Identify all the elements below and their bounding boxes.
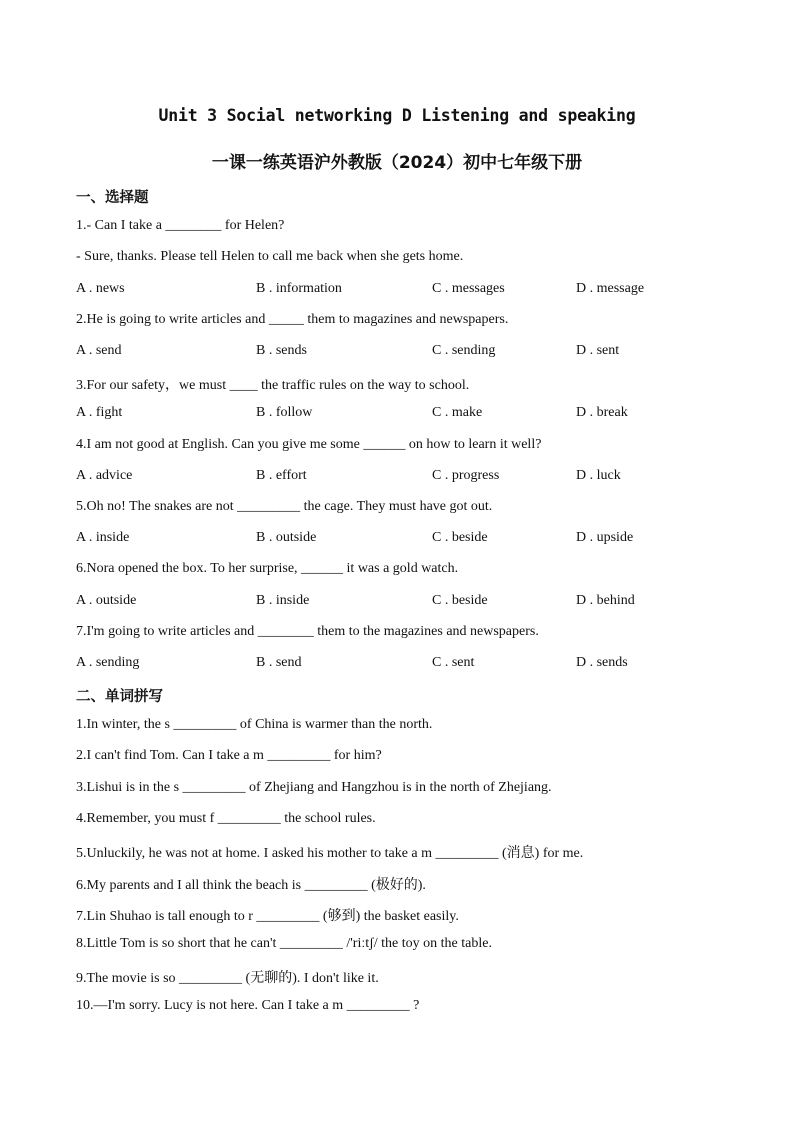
- question-6-option-a: A . outside: [76, 593, 137, 608]
- question-4-option-c: C . progress: [432, 468, 500, 483]
- spelling-item-6: 6.My parents and I all think the beach is _________ (极好的).: [76, 878, 426, 893]
- question-3-option-b: B . follow: [256, 405, 313, 420]
- question-3-option-d: D . break: [576, 405, 628, 420]
- question-1-stem-2: - Sure, thanks. Please tell Helen to call me back when she gets home.: [76, 249, 464, 264]
- question-1-option-d: D . message: [576, 281, 645, 296]
- question-4-option-b: B . effort: [256, 468, 307, 483]
- question-5-option-a: A . inside: [76, 530, 130, 545]
- question-5-option-c: C . beside: [432, 530, 488, 545]
- question-3-option-a: A . fight: [76, 405, 123, 420]
- spelling-item-9: 9.The movie is so _________ (无聊的). I don't like it.: [76, 971, 379, 986]
- spelling-item-5: 5.Unluckily, he was not at home. I asked his mother to take a m _________ (消息) for me.: [76, 846, 584, 861]
- section-heading-spelling: 二、单词拼写: [76, 689, 163, 705]
- question-6-option-b: B . inside: [256, 593, 310, 608]
- question-1-option-c: C . messages: [432, 281, 505, 296]
- question-3-option-c: C . make: [432, 405, 483, 420]
- question-2-option-a: A . send: [76, 343, 122, 358]
- spelling-item-3: 3.Lishui is in the s _________ of Zhejiang and Hangzhou is in the north of Zhejiang.: [76, 780, 552, 795]
- question-6-stem: 6.Nora opened the box. To her surprise, ______ it was a gold watch.: [76, 561, 459, 576]
- question-5-option-b: B . outside: [256, 530, 317, 545]
- question-2-stem: 2.He is going to write articles and _____ them to magazines and newspapers.: [76, 312, 509, 327]
- question-4-stem: 4.I am not good at English. Can you give me some ______ on how to learn it well?: [76, 437, 542, 452]
- section-heading-choice: 一、选择题: [76, 190, 149, 206]
- spelling-item-4: 4.Remember, you must f _________ the school rules.: [76, 811, 376, 826]
- question-7-option-b: B . send: [256, 655, 302, 670]
- question-2-option-c: C . sending: [432, 343, 496, 358]
- page-subtitle: 一课一练英语沪外教版（2024）初中七年级下册: [211, 153, 583, 173]
- question-7-option-d: D . sends: [576, 655, 628, 670]
- spelling-item-1: 1.In winter, the s _________ of China is warmer than the north.: [76, 717, 433, 732]
- question-1-stem: 1.- Can I take a ________ for Helen?: [76, 218, 285, 233]
- question-5-stem: 5.Oh no! The snakes are not _________ the cage. They must have got out.: [76, 499, 493, 514]
- spelling-item-8: 8.Little Tom is so short that he can't _________ /'riːtʃ/ the toy on the table.: [76, 936, 492, 951]
- question-6-option-d: D . behind: [576, 593, 635, 608]
- question-4-option-d: D . luck: [576, 468, 621, 483]
- question-7-option-c: C . sent: [432, 655, 475, 670]
- question-2-option-b: B . sends: [256, 343, 307, 358]
- question-7-stem: 7.I'm going to write articles and ________ them to the magazines and newspapers.: [76, 624, 539, 639]
- question-4-option-a: A . advice: [76, 468, 133, 483]
- question-2-option-d: D . sent: [576, 343, 620, 358]
- page-title: Unit 3 Social networking D Listening and speaking: [158, 106, 636, 125]
- question-3-stem: 3.For our safety，we must ____ the traffic rules on the way to school.: [76, 378, 470, 393]
- spelling-item-2: 2.I can't find Tom. Can I take a m _________ for him?: [76, 748, 382, 763]
- spelling-item-7: 7.Lin Shuhao is tall enough to r _________ (够到) the basket easily.: [76, 909, 459, 924]
- question-1-option-a: A . news: [76, 281, 125, 296]
- spelling-item-10: 10.—I'm sorry. Lucy is not here. Can I take a m _________ ?: [76, 998, 420, 1013]
- question-5-option-d: D . upside: [576, 530, 634, 545]
- question-6-option-c: C . beside: [432, 593, 488, 608]
- question-7-option-a: A . sending: [76, 655, 140, 670]
- question-1-option-b: B . information: [256, 281, 342, 296]
